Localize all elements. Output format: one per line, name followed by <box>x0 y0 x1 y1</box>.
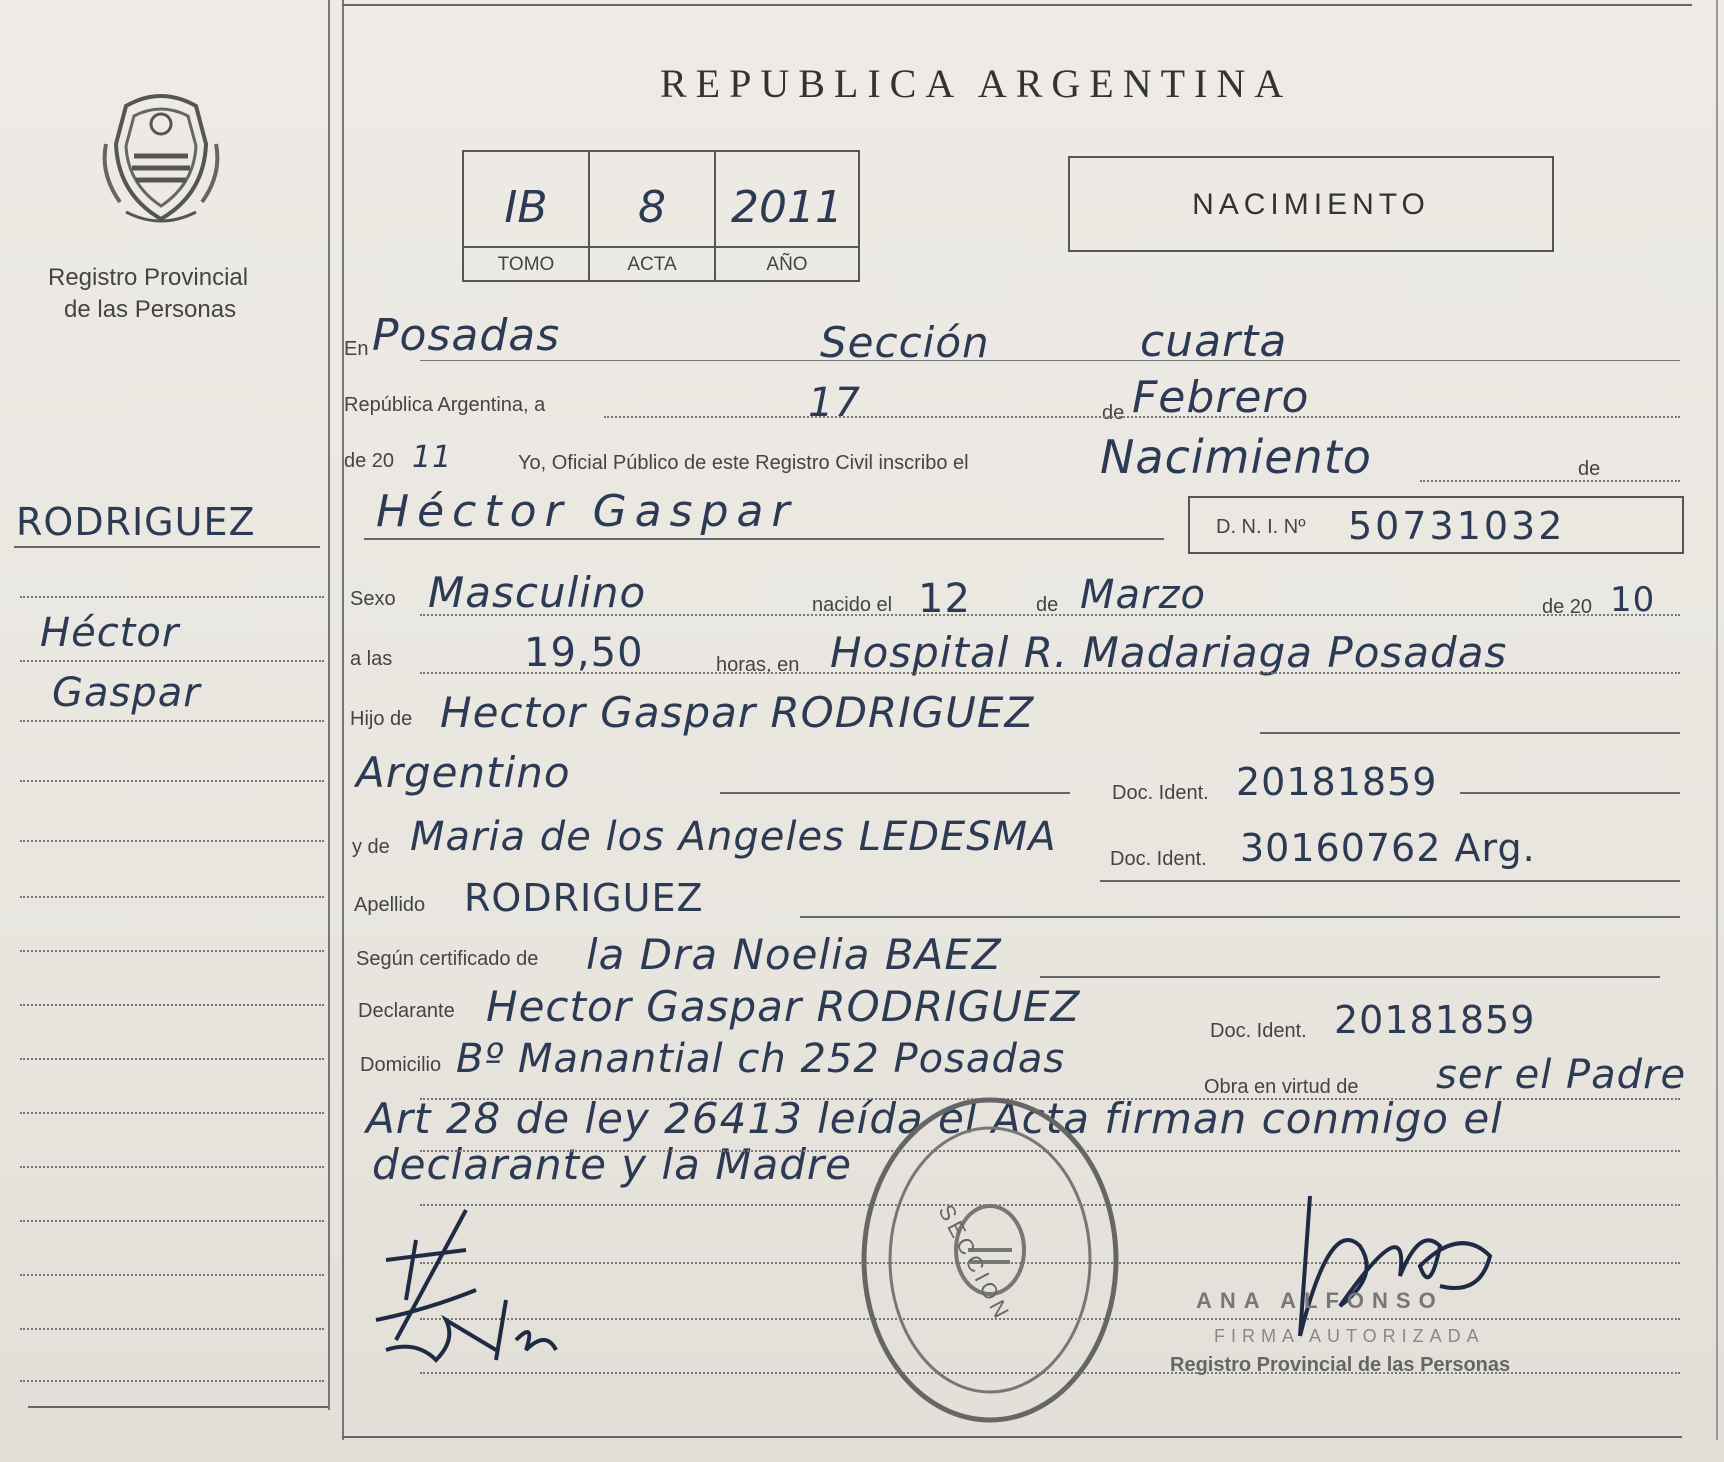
acta-value: 8 <box>638 182 666 233</box>
margin-line <box>20 1112 324 1114</box>
nacido-label: nacido el <box>812 594 893 616</box>
anio-value: 2011 <box>731 182 843 233</box>
place-value: Posadas <box>372 310 561 361</box>
margin-surname-underline <box>14 546 320 548</box>
margin-line <box>20 1058 324 1060</box>
doc-label-declarante: Doc. Ident. <box>1210 1020 1307 1042</box>
apellido-label: Apellido <box>354 894 426 916</box>
declarant-signature <box>356 1190 596 1380</box>
tomo-label: TOMO <box>497 254 555 275</box>
line-rule <box>420 672 1680 674</box>
margin-line <box>20 1220 324 1222</box>
dni-label: D. N. I. Nº <box>1216 516 1306 538</box>
anio-label: AÑO <box>766 254 808 275</box>
margin-line <box>20 840 324 842</box>
acta-separator <box>590 246 714 248</box>
inscribed-event: Nacimiento <box>1100 430 1372 484</box>
yde-label: y de <box>352 836 390 858</box>
birth-place: Hospital R. Madariaga Posadas <box>830 628 1508 677</box>
horas-label: horas, en <box>716 654 800 676</box>
margin-line <box>20 1274 324 1276</box>
registry-name-line2: de las Personas <box>64 296 237 323</box>
line-rule <box>1040 976 1660 978</box>
birth-year-prefix: de 20 <box>1542 596 1593 618</box>
section-value: cuarta <box>1140 316 1288 367</box>
line-rule <box>420 614 1680 616</box>
year-prefix: de 20 <box>344 450 395 472</box>
father-doc: 20181859 <box>1236 760 1438 804</box>
line-rule <box>1420 480 1680 482</box>
father-nationality: Argentino <box>356 748 571 797</box>
registration-year-suffix: 11 <box>412 440 453 475</box>
official-signature <box>1270 1186 1510 1346</box>
sexo-label: Sexo <box>350 588 396 610</box>
dni-value: 50731032 <box>1348 504 1566 548</box>
dni-box <box>1188 496 1684 554</box>
obra-label: Obra en virtud de <box>1204 1076 1359 1098</box>
child-name: Héctor Gaspar <box>376 486 798 537</box>
margin-line <box>20 1328 324 1330</box>
registry-name-line1: Registro Provincial <box>48 264 249 291</box>
registration-month: Febrero <box>1132 372 1310 423</box>
anio-box <box>714 150 860 282</box>
country-heading: REPUBLICA ARGENTINA <box>660 61 1293 106</box>
line-rule <box>364 538 1164 540</box>
top-rule <box>342 4 1692 6</box>
official-round-stamp <box>850 1090 1130 1430</box>
province-seal-logo <box>86 84 236 234</box>
anio-separator <box>716 246 858 248</box>
line-rule <box>800 916 1680 918</box>
declarante-label: Declarante <box>358 1000 455 1022</box>
margin-bottom-rule <box>28 1406 328 1408</box>
margin-line <box>20 1166 324 1168</box>
record-type-box <box>1068 156 1554 252</box>
stamp-text: SECCION <box>933 1200 1016 1326</box>
birth-time: 19,50 <box>524 630 644 676</box>
official-stamp-name: ANA ALFONSO <box>1196 1288 1444 1313</box>
margin-line <box>20 1004 324 1006</box>
line-rule <box>604 416 1680 418</box>
margin-line <box>20 780 324 782</box>
official-statement: Yo, Oficial Público de este Registro Civil inscribo el <box>518 452 969 474</box>
de-label: de <box>1102 402 1125 424</box>
mother-doc: 30160762 Arg. <box>1240 826 1536 870</box>
tomo-box <box>462 150 590 282</box>
declarante-doc: 20181859 <box>1334 998 1536 1042</box>
declarante-name: Hector Gaspar RODRIGUEZ <box>486 982 1081 1031</box>
tomo-value: IB <box>504 182 548 233</box>
mother-name: Maria de los Angeles LEDESMA <box>410 814 1057 860</box>
legal-text-line-1: Art 28 de ley 26413 leída el Acta firman conmigo el <box>366 1094 1503 1143</box>
line-rule <box>1260 732 1680 734</box>
margin-line <box>20 1380 324 1382</box>
margin-line <box>20 660 324 662</box>
line-rule <box>1460 792 1680 794</box>
line-rule <box>1100 880 1680 882</box>
sexo-value: Masculino <box>428 568 647 617</box>
domicilio-label: Domicilio <box>360 1054 442 1076</box>
apellido-value: RODRIGUEZ <box>464 876 704 920</box>
section-word: Sección <box>820 318 990 367</box>
obra-value: ser el Padre <box>1436 1052 1687 1098</box>
margin-given-name-1: Héctor <box>40 610 180 656</box>
birth-year-suffix: 10 <box>1610 580 1656 620</box>
bottom-rule <box>342 1436 1682 1438</box>
certificate-label: Según certificado de <box>356 948 539 970</box>
hijo-label: Hijo de <box>350 708 413 730</box>
margin-line <box>20 596 324 598</box>
form-right-edge <box>1716 0 1718 1440</box>
acta-label: ACTA <box>627 254 677 275</box>
birth-day: 12 <box>918 576 971 622</box>
registration-day: 17 <box>808 380 861 426</box>
legal-text-line-2: declarante y la Madre <box>372 1140 852 1189</box>
doc-label-mother: Doc. Ident. <box>1110 848 1207 870</box>
margin-given-name-2: Gaspar <box>52 670 201 716</box>
margin-surname: RODRIGUEZ <box>16 500 256 544</box>
left-margin-divider <box>328 0 330 1410</box>
birth-month: Marzo <box>1080 572 1206 618</box>
father-name: Hector Gaspar RODRIGUEZ <box>440 688 1035 737</box>
alas-label: a las <box>350 648 393 670</box>
official-organization: Registro Provincial de las Personas <box>1170 1354 1511 1376</box>
en-label: En <box>344 338 369 360</box>
official-title: FIRMA AUTORIZADA <box>1214 1326 1485 1346</box>
tomo-separator <box>464 246 588 248</box>
domicilio-value: Bº Manantial ch 252 Posadas <box>456 1036 1066 1082</box>
record-type-label: NACIMIENTO <box>1192 188 1430 221</box>
margin-line <box>20 720 324 722</box>
margin-line <box>20 950 324 952</box>
de-label-3: de <box>1036 594 1059 616</box>
margin-line <box>20 896 324 898</box>
line-rule <box>420 360 1680 361</box>
republica-label: República Argentina, a <box>344 394 546 416</box>
certificate-value: la Dra Noelia BAEZ <box>586 930 1002 979</box>
de-label-2: de <box>1578 458 1601 480</box>
doc-label-father: Doc. Ident. <box>1112 782 1209 804</box>
line-rule <box>720 792 1070 794</box>
acta-box <box>588 150 716 282</box>
form-left-border <box>342 0 344 1440</box>
